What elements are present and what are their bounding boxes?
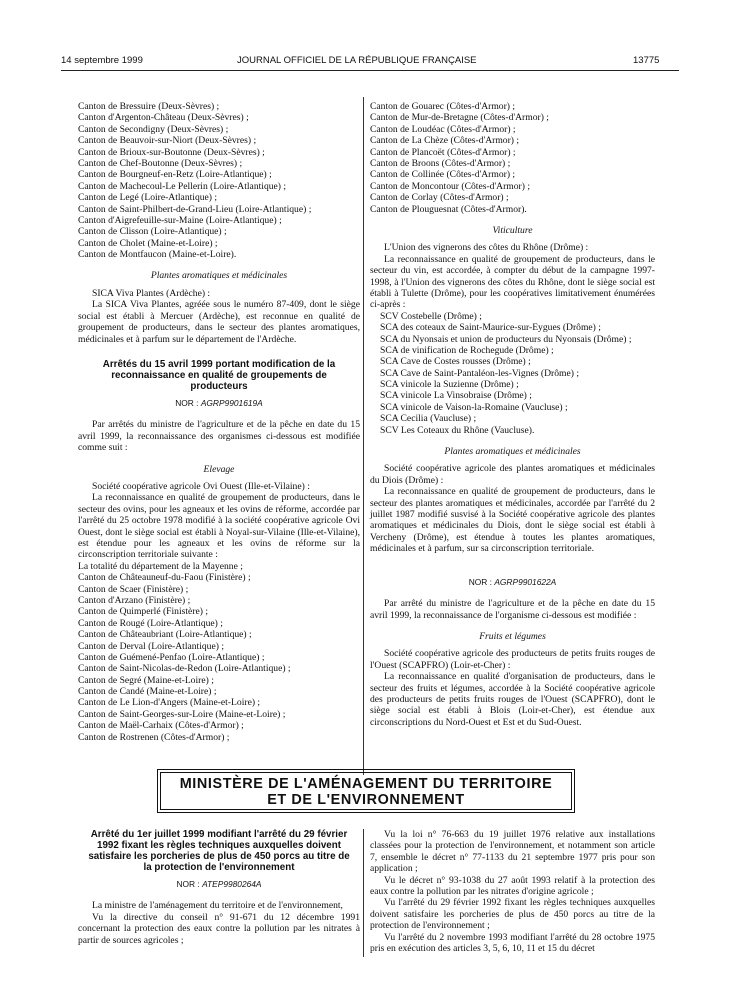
paragraph-par-arrete: Par arrêté du ministre de l'agriculture et de la pêche en date du 15 avril 1999, la reconnaissance de l'organisme ci-dessous est modifiée : (370, 598, 655, 621)
canton-item: Canton de Le Lion-d'Angers (Maine-et-Loire) ; (78, 697, 261, 709)
header-rule (61, 70, 679, 71)
ministry-heading-line1: MINISTÈRE DE L'AMÉNAGEMENT DU TERRITOIRE (179, 776, 553, 792)
canton-item: Canton de Gouarec (Côtes-d'Armor) ; (370, 101, 516, 112)
canton-item: Canton de Machecoul-Le Pellerin (Loire-Atlantique) ; (78, 180, 287, 192)
canton-item: Canton de Loudéac (Côtes-d'Armor) ; (370, 123, 516, 135)
canton-item: Canton de Segré (Maine-et-Loire) ; (78, 674, 214, 686)
column-left (78, 101, 360, 743)
canton-item: Canton de Secondigny (Deux-Sèvres) ; (78, 123, 229, 135)
section-heading-plantes: Plantes aromatiques et médicinales (444, 446, 581, 458)
canton-item: Canton de Clisson (Loire-Atlantique) ; (78, 226, 227, 238)
canton-item: Canton de La Chèze (Côtes-d'Armor) ; (370, 135, 520, 147)
canton-item: Canton de Bourgneuf-en-Retz (Loire-Atlantique) ; (78, 169, 272, 181)
paragraph-vu-arrete-1993: Vu l'arrêté du 2 novembre 1993 modifiant l'arrêté du 28 octobre 1975 pris en exécution des articles 3, 5, 6, 10, 11 et 15 du décret (370, 931, 655, 955)
coop-item: SCV Les Coteaux du Rhône (Vaucluse). (380, 424, 535, 436)
nor-code: AGRP9901622A (494, 576, 557, 587)
canton-item: Canton de Mur-de-Bretagne (Côtes-d'Armor) ; (370, 112, 549, 124)
canton-item: Canton de Scaer (Finistère) ; (78, 583, 189, 595)
section-heading-elevage: Elevage (203, 463, 235, 475)
canton-item: Canton de Corlay (Côtes-d'Armor) ; (370, 192, 509, 204)
page-header (0, 55, 731, 69)
canton-item: Canton de Legé (Loire-Atlantique) ; (78, 192, 218, 204)
section-heading-fruits: Fruits et légumes (479, 630, 546, 642)
arrete-title: Arrêtés du 15 avril 1999 portant modification de la reconnaissance en qualité de groupements de producteurs (102, 358, 336, 392)
nor-reference (78, 879, 360, 890)
paragraph-sica: La SICA Viva Plantes, agréée sous le numéro 87-409, dont le siège social est établi à Mercuer (Ardèche), est reconnue en qualité de groupement de producteurs, dans le secteur des plantes aromatiques, médicinales et à parfum sur le département de l'Ardèche. (78, 299, 360, 345)
ministry-heading-line2: ET DE L'ENVIRONNEMENT (267, 792, 465, 808)
coop-item: SCA vinicole La Vinsobraise (Drôme) ; (380, 390, 532, 402)
paragraph-vu-loi: Vu la loi n° 76-663 du 19 juillet 1976 relative aux installations classées pour la protection de l'environnement, et notamment son article 7, ensemble le décret n° 77-1133 du 21 septembre 1977 pris pour son application ; (370, 829, 655, 875)
section-heading-plantes: Plantes aromatiques et médicinales (150, 270, 288, 282)
nor-reference (78, 398, 360, 409)
paragraph-vu-arrete-1992: Vu l'arrêté du 29 février 1992 fixant les règles techniques auxquelles doivent satisfaire les porcheries de plus de 450 porcs au titre de la protection de l'environnement ; (370, 897, 655, 932)
canton-item: Canton de Candé (Maine-et-Loire) ; (78, 686, 217, 698)
canton-item: Canton de Maël-Carhaix (Côtes-d'Armor) ; (78, 720, 244, 732)
canton-item: Canton de Cholet (Maine-et-Loire) ; (78, 237, 218, 249)
canton-list (370, 101, 655, 215)
canton-item: Canton de Plancoët (Côtes-d'Armor) ; (370, 146, 516, 158)
canton-list (78, 101, 360, 260)
canton-item: La totalité du département de la Mayenne ; (78, 560, 243, 572)
canton-item: Canton de Quimperlé (Finistère) ; (78, 606, 209, 618)
coop-item: SCA de vinification de Rochegude (Drôme) ; (380, 344, 554, 356)
canton-item: Canton de Montfaucon (Maine-et-Loire). (78, 249, 237, 261)
column-right-bottom (370, 829, 655, 954)
canton-item: Canton de Collinée (Côtes-d'Armor) ; (370, 169, 516, 181)
canton-item: Canton de Saint-Philbert-de-Grand-Lieu (Loire-Atlantique) ; (78, 203, 312, 215)
paragraph-diois: La reconnaissance en qualité de groupement de producteurs, dans le secteur des plantes aromatiques et médicinales, accordée par l'arrêté du 2 juillet 1987 modifié susvisé à la Société coopérative agricole des plantes aromatiques et médicinales du Diois, dont le siège social est établi à Vercheny (Drôme), est étendue à toutes les plantes aromatiques, médicinales et à parfum, sur sa circonscription territoriale. (370, 486, 655, 555)
canton-item: Canton de Broons (Côtes-d'Armor) ; (370, 157, 511, 169)
paragraph-par-arretes: Par arrêtés du ministre de l'agriculture et de la pêche en date du 15 avril 1999, la reconnaissance des organismes ci-dessous est modifiée comme suit : (78, 419, 360, 454)
column-left-bottom (78, 829, 360, 946)
column-right (370, 101, 655, 728)
coop-list (370, 311, 655, 436)
coop-item: SCA Cave de Saint-Pantaléon-les-Vignes (Drôme) ; (380, 367, 579, 379)
coop-item: SCA vinicole de Vaison-la-Romaine (Vaucluse) ; (380, 401, 568, 413)
column-separator (363, 829, 364, 957)
canton-item: Canton de Derval (Loire-Atlantique) ; (78, 640, 224, 652)
section-heading-viticulture: Viticulture (492, 224, 533, 236)
canton-item: Canton de Beauvoir-sur-Niort (Deux-Sèvres) ; (78, 135, 257, 147)
nor-label: NOR : (176, 879, 200, 889)
arrete-title: Arrêté du 1er juillet 1999 modifiant l'arrêté du 29 février 1992 fixant les règles techniques auxquelles doivent satisfaire les porcheries de plus de 450 porcs au titre de la protection de l'environnement (88, 829, 350, 873)
canton-item: Canton de Saint-Georges-sur-Loire (Maine-et-Loire) ; (78, 708, 286, 720)
page-number: 13775 (633, 55, 660, 66)
paragraph-union: La reconnaissance en qualité de groupement de producteurs, dans le secteur du vin, est accordée, à compter du début de la campagne 1997-1998, à l'Union des vignerons des côtes du Rhône, dont le siège social est établi à Tulette (Drôme), pour les coopératives limitativement énumérées ci-après : (370, 253, 655, 311)
coop-item: SCA vinicole la Suzienne (Drôme) ; (380, 379, 519, 391)
ministry-heading-box (160, 772, 572, 810)
canton-item: Canton de Saint-Nicolas-de-Redon (Loire-Atlantique) ; (78, 663, 291, 675)
canton-item: Canton de Châteauneuf-du-Faou (Finistère) ; (78, 572, 251, 584)
canton-item: Canton de Rougé (Loire-Atlantique) ; (78, 617, 223, 629)
paragraph-vu-directive: Vu la directive du conseil n° 91-671 du 12 décembre 1991 concernant la protection des eaux contre la pollution par les nitrates à partir de sources agricoles ; (78, 911, 360, 946)
column-separator (363, 97, 364, 775)
issue-date: 14 septembre 1999 (61, 55, 143, 66)
coop-item: SCA des coteaux de Saint-Maurice-sur-Eygues (Drôme) ; (380, 322, 601, 334)
nor-label: NOR : (468, 576, 492, 587)
nor-code: ATEP9980264A (202, 879, 262, 889)
canton-item: Canton de Guémené-Penfao (Loire-Atlantique) ; (78, 651, 265, 663)
paragraph-scapfro: La reconnaissance en qualité d'organisation de producteurs, dans le secteur des fruits et légumes, accordée à la Société coopérative agricole des producteurs de petits fruits rouges de l'Ouest (SCAPFRO), dont le siège social est établi à Blois (Loir-et-Cher), est étendue aux circonscriptions du Nord-Ouest et Est et du Sud-Ouest. (370, 671, 655, 728)
paragraph-ovi: La reconnaissance en qualité de groupement de producteurs, dans le secteur des ovins, pour les agneaux et les ovins de réforme, accordée par l'arrêté du 25 octobre 1978 modifié à la société coopérative agricole Ovi Ouest, dont le siège social est établi à Noyal-sur-Vilaine (Ille-et-Vilaine), est étendue pour les agneaux et les ovins de réforme sur la circonscription territoriale suivante : (78, 492, 360, 561)
canton-item: Canton de Rostrenen (Côtes-d'Armor) ; (78, 731, 230, 743)
coop-item: SCA Cave de Costes rousses (Drôme) ; (380, 356, 531, 368)
org-name-diois: Société coopérative agricole des plantes aromatiques et médicinales du Diois (Drôme) : (370, 463, 655, 486)
canton-item: Canton d'Arzano (Finistère) ; (78, 594, 191, 606)
canton-item: Canton de Brioux-sur-Boutonne (Deux-Sèvres) ; (78, 146, 265, 158)
coop-item: SCA Cecilia (Vaucluse) ; (380, 413, 477, 425)
journal-title: JOURNAL OFFICIEL DE LA RÉPUBLIQUE FRANÇAISE (237, 55, 477, 66)
canton-item: Canton de Châteaubriant (Loire-Atlantique) ; (78, 629, 252, 641)
paragraph-vu-decret: Vu le décret n° 93-1038 du 27 août 1993 relatif à la protection des eaux contre la pollution par les nitrates d'origine agricole ; (370, 874, 655, 898)
canton-item: Canton de Bressuire (Deux-Sèvres) ; (78, 101, 220, 112)
org-name-scapfro: Société coopérative agricole des producteurs de petits fruits rouges de l'Ouest (SCAPFRO) (Loir-et-Cher) : (370, 648, 655, 671)
coop-item: SCA du Nyonsais et union de producteurs du Nyonsais (Drôme) ; (380, 333, 632, 345)
nor-label: NOR : (175, 397, 199, 408)
paragraph-ministre: La ministre de l'aménagement du territoire et de l'environnement, (92, 900, 343, 912)
coop-item: SCV Costebelle (Drôme) ; (380, 310, 482, 322)
nor-code: AGRP9901619A (200, 397, 263, 408)
org-name-sica: SICA Viva Plantes (Ardèche) : (92, 287, 211, 299)
canton-item: Canton de Plouguesnat (Côtes-d'Armor). (370, 203, 527, 215)
canton-item: Canton de Moncontour (Côtes-d'Armor) ; (370, 180, 530, 192)
canton-item: Canton d'Argenton-Château (Deux-Sèvres) ; (78, 112, 249, 124)
nor-reference (370, 577, 655, 588)
org-name-union: L'Union des vignerons des côtes du Rhône (Drôme) : (384, 242, 589, 254)
canton-item: Canton de Chef-Boutonne (Deux-Sèvres) ; (78, 157, 243, 169)
canton-item: Canton d'Aigrefeuille-sur-Maine (Loire-Atlantique) ; (78, 214, 282, 226)
canton-list (78, 561, 360, 743)
org-name-ovi: Société coopérative agricole Ovi Ouest (Ille-et-Vilaine) : (92, 480, 310, 492)
